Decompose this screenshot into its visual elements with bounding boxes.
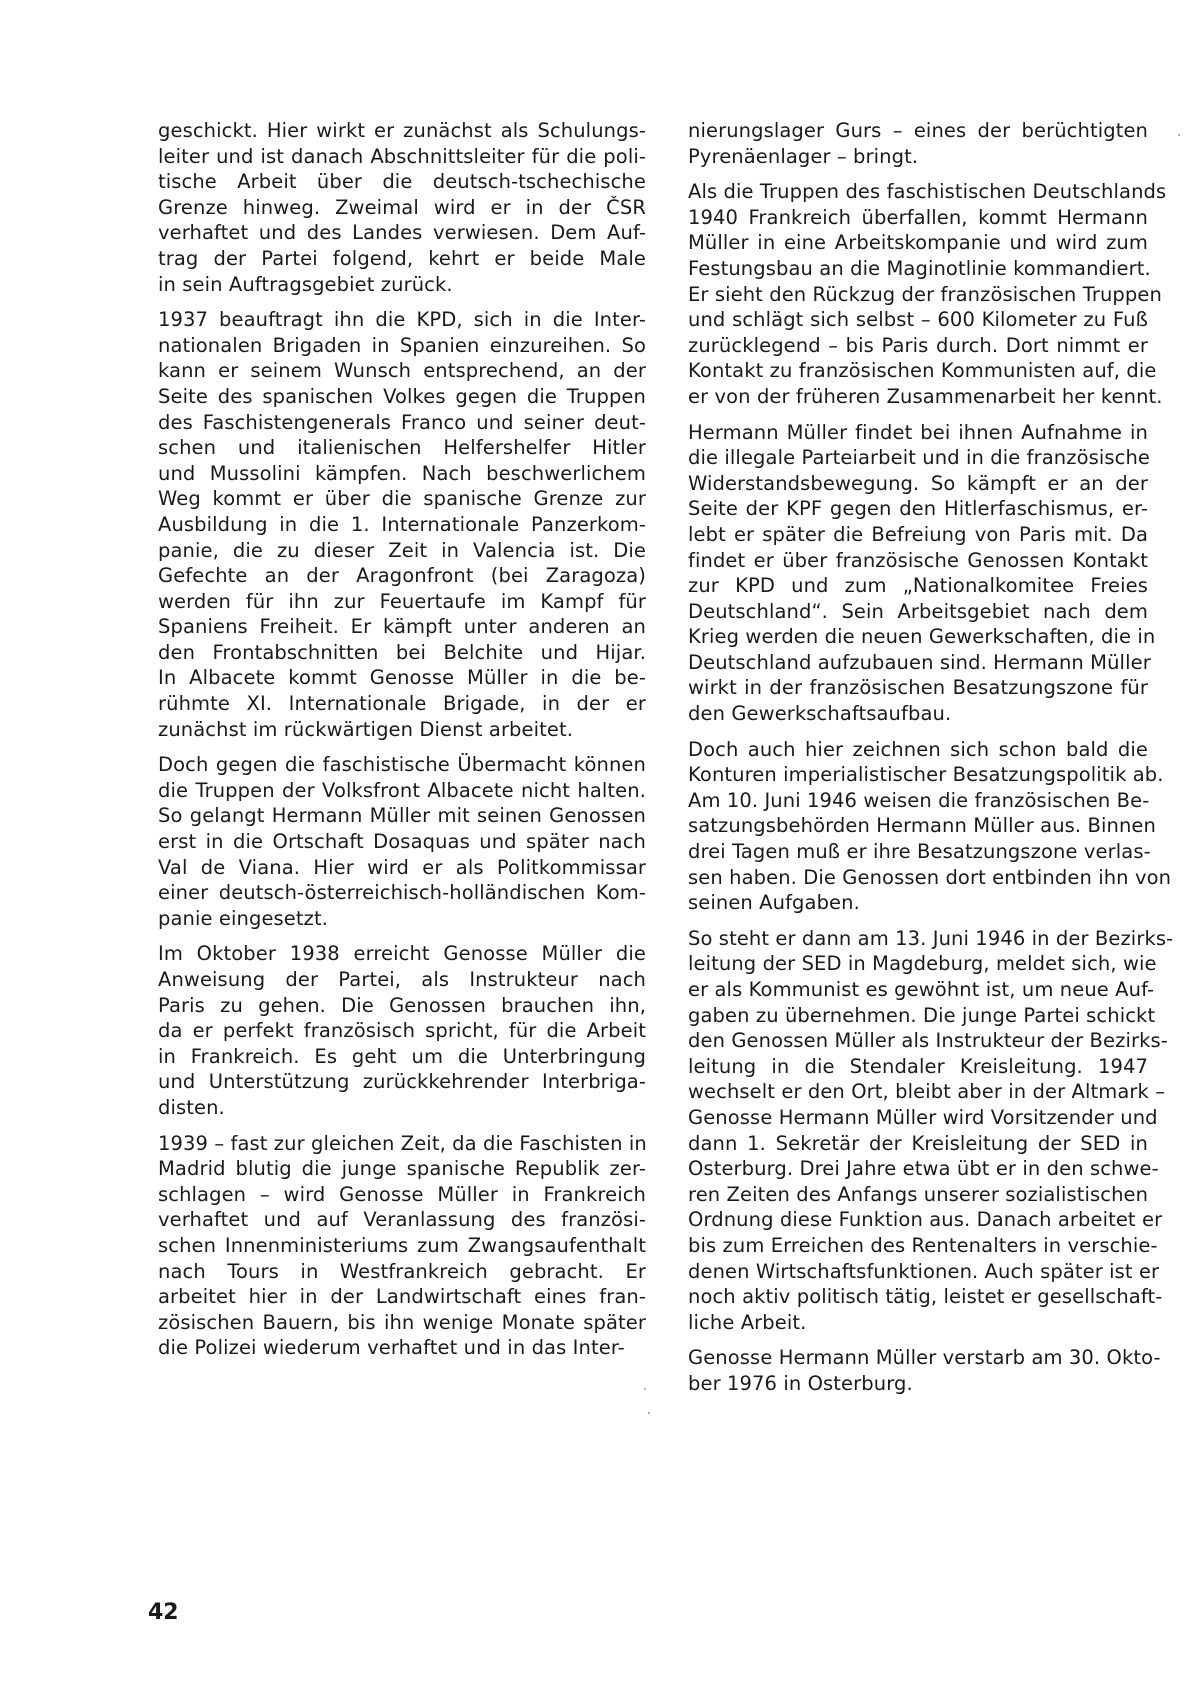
text-line: schen und italienischen Helfershelfer Hitler	[158, 436, 646, 460]
text-line: Doch auch hier zeichnen sich schon bald die	[688, 737, 1148, 761]
text-line: werden für ihn zur Feuertaufe im Kampf für	[158, 589, 646, 613]
text-line: Am 10. Juni 1946 weisen die französischen Be-	[688, 788, 1150, 812]
text-line: Spaniens Freiheit. Er kämpft unter anderen an	[158, 615, 646, 639]
text-line: in Frankreich. Es geht um die Unterbringung	[158, 1044, 646, 1068]
text-line: Weg kommt er über die spanische Grenze zur	[158, 487, 646, 511]
text-line: schlagen – wird Genosse Müller in Frankreich	[158, 1182, 646, 1206]
paragraph	[688, 1345, 1161, 1396]
paragraph	[158, 752, 646, 931]
paragraph	[688, 118, 1148, 169]
text-line: So steht er dann am 13. Juni 1946 in der Bezirks-	[688, 926, 1174, 950]
scan-speck	[644, 1388, 646, 1390]
text-line: den Frontabschnitten bei Belchite und Hijar.	[158, 640, 646, 664]
text-line: verhaftet und auf Veranlassung des französi-	[158, 1208, 646, 1232]
text-line: drei Tagen muß er ihre Besatzungszone verlas-	[688, 840, 1151, 864]
text-line: leitung der SED in Magdeburg, meldet sich, wie	[688, 952, 1157, 976]
text-line: satzungsbehörden Hermann Müller aus. Binnen	[688, 814, 1156, 838]
text-line: wechselt er den Ort, bleibt aber in der Altmark –	[688, 1080, 1166, 1104]
paragraph	[158, 1131, 646, 1361]
text-line: Gefechte an der Aragonfront (bei Zaragoza)	[158, 564, 646, 588]
text-line: Hermann Müller findet bei ihnen Aufnahme in	[688, 420, 1148, 444]
text-line: zurücklegend – bis Paris durch. Dort nimmt er	[688, 333, 1148, 357]
text-line: Pyrenäenlager – bringt.	[688, 144, 919, 168]
text-line: Val de Viana. Hier wird er als Politkommissar	[158, 855, 646, 879]
text-line: Festungsbau an die Maginotlinie kommandiert.	[688, 256, 1151, 280]
text-line: des Faschistengenerals Franco und seiner deut-	[158, 410, 646, 434]
text-line: in sein Auftragsgebiet zurück.	[158, 272, 453, 296]
text-line: die Polizei wiederum verhaftet und in das Inter-	[158, 1336, 625, 1360]
text-line: Anweisung der Partei, als Instrukteur nach	[158, 968, 646, 991]
text-line: und Unterstützung zurückkehrender Interbriga-	[158, 1070, 646, 1094]
text-line: panie, die zu dieser Zeit in Valencia ist. Die	[158, 538, 646, 562]
text-line: einer deutsch-österreichisch-holländischen Kom-	[158, 881, 646, 905]
text-line: bis zum Erreichen des Rentenalters in verschie-	[688, 1233, 1158, 1257]
text-line: nierungslager Gurs – eines der berüchtigten	[688, 119, 1148, 142]
paragraph	[158, 118, 646, 297]
paragraph	[688, 420, 1156, 727]
left-text-column	[158, 118, 646, 1371]
text-line: liche Arbeit.	[688, 1310, 807, 1334]
scan-speck	[648, 1412, 650, 1414]
scan-speck	[1178, 134, 1180, 136]
text-line: Ausbildung in die 1. Internationale Panzerkom-	[158, 512, 646, 536]
text-line: die Truppen der Volksfront Albacete nicht halten.	[158, 778, 646, 802]
text-line: lebt er später die Befreiung von Paris mit. Da	[688, 522, 1148, 546]
text-line: leitung in die Stendaler Kreisleitung. 1947	[688, 1054, 1148, 1078]
text-line: ren Zeiten des Anfangs unserer sozialistischen	[688, 1182, 1149, 1206]
text-line: Genosse Hermann Müller wird Vorsitzender und	[688, 1105, 1158, 1129]
text-line: zur KPD und zum „Nationalkomitee Freies	[688, 574, 1148, 598]
text-line: verhaftet und des Landes verwiesen. Dem Auf-	[158, 221, 646, 245]
text-line: Seite der KPF gegen den Hitlerfaschismus, er-	[688, 497, 1148, 521]
paragraph	[688, 179, 1167, 409]
text-line: seinen Aufgaben.	[688, 891, 860, 915]
text-line: Er sieht den Rückzug der französischen Truppen	[688, 282, 1162, 306]
text-line: sen haben. Die Genossen dort entbinden ihn von	[688, 865, 1172, 889]
text-line: die illegale Parteiarbeit und in die französische	[688, 446, 1151, 470]
text-line: Seite des spanischen Volkes gegen die Truppen	[158, 384, 646, 408]
text-line: denen Wirtschaftsfunktionen. Auch später ist er	[688, 1259, 1160, 1283]
text-line: nationalen Brigaden in Spanien einzureihen. So	[158, 333, 646, 357]
text-line: Müller in eine Arbeitskompanie und wird zum	[688, 231, 1148, 255]
text-line: Paris zu gehen. Die Genossen brauchen ihn,	[158, 993, 646, 1017]
paragraph	[158, 307, 646, 742]
text-line: In Albacete kommt Genosse Müller in die be-	[158, 666, 646, 690]
text-line: geschickt. Hier wirkt er zunächst als Schulungs-	[158, 119, 646, 142]
paragraph	[688, 926, 1174, 1336]
text-line: Madrid blutig die junge spanische Republik zer-	[158, 1157, 646, 1181]
text-line: Deutschland aufzubauen sind. Hermann Müller	[688, 650, 1151, 674]
paragraph	[158, 941, 646, 1120]
text-line: nach Tours in Westfrankreich gebracht. Er	[158, 1259, 646, 1283]
text-line: schen Innenministeriums zum Zwangsaufenthalt	[158, 1233, 646, 1257]
text-line: panie eingesetzt.	[158, 906, 329, 930]
text-line: findet er über französische Genossen Kontakt	[688, 548, 1148, 572]
text-line: Doch gegen die faschistische Übermacht können	[158, 753, 646, 777]
text-line: Im Oktober 1938 erreicht Genosse Müller die	[158, 942, 646, 966]
right-text-column	[688, 118, 1174, 1407]
text-line: trag der Partei folgend, kehrt er beide Male	[158, 246, 646, 270]
text-line: leiter und ist danach Abschnittsleiter für die poli-	[158, 144, 646, 168]
text-line: kann er seinem Wunsch entsprechend, an der	[158, 359, 646, 383]
text-line: zunächst im rückwärtigen Dienst arbeitet.	[158, 717, 574, 741]
text-line: Osterburg. Drei Jahre etwa übt er in den schwe-	[688, 1157, 1159, 1181]
text-line: Grenze hinweg. Zweimal wird er in der ČSR	[158, 195, 646, 219]
text-line: und Mussolini kämpfen. Nach beschwerlichem	[158, 461, 646, 485]
text-line: So gelangt Hermann Müller mit seinen Genossen	[158, 804, 646, 828]
text-line: und schlägt sich selbst – 600 Kilometer zu Fuß	[688, 308, 1148, 332]
text-line: zösischen Bauern, bis ihn wenige Monate später	[158, 1310, 646, 1334]
text-line: ber 1976 in Osterburg.	[688, 1371, 913, 1395]
text-line: wirkt in der französischen Besatzungszone für	[688, 676, 1148, 700]
text-line: arbeitet hier in der Landwirtschaft eines fran-	[158, 1285, 646, 1309]
text-line: disten.	[158, 1095, 225, 1119]
text-line: den Gewerkschaftsaufbau.	[688, 702, 952, 726]
text-line: 1940 Frankreich überfallen, kommt Hermann	[688, 205, 1148, 229]
text-line: Genosse Hermann Müller verstarb am 30. Okto-	[688, 1346, 1161, 1370]
text-line: gaben zu übernehmen. Die junge Partei schickt	[688, 1003, 1156, 1027]
text-line: 1939 – fast zur gleichen Zeit, da die Faschisten in	[158, 1131, 647, 1155]
text-line: er von der früheren Zusammenarbeit her kennt.	[688, 384, 1163, 408]
text-line: Ordnung diese Funktion aus. Danach arbeitet er	[688, 1208, 1163, 1232]
text-line: Krieg werden die neuen Gewerkschaften, die in	[688, 625, 1156, 649]
text-line: er als Kommunist es gewöhnt ist, um neue Auf-	[688, 978, 1155, 1001]
text-line: Konturen imperialistischer Besatzungspolitik ab.	[688, 763, 1164, 787]
text-line: da er perfekt französisch spricht, für die Arbeit	[158, 1019, 646, 1043]
text-line: rühmte XI. Internationale Brigade, in der er	[158, 692, 646, 716]
text-line: 1937 beauftragt ihn die KPD, sich in die Inter-	[158, 308, 646, 332]
paragraph	[688, 737, 1172, 916]
text-line: erst in die Ortschaft Dosaquas und später nach	[158, 830, 646, 854]
text-line: noch aktiv politisch tätig, leistet er gesellschaft-	[688, 1285, 1163, 1309]
text-line: dann 1. Sekretär der Kreisleitung der SED in	[688, 1131, 1148, 1155]
text-line: den Genossen Müller als Instrukteur der Bezirks-	[688, 1029, 1168, 1053]
text-line: tische Arbeit über die deutsch-tschechische	[158, 170, 646, 194]
text-line: Als die Truppen des faschistischen Deutschlands	[688, 180, 1167, 204]
text-line: Kontakt zu französischen Kommunisten auf, die	[688, 359, 1157, 383]
text-line: Widerstandsbewegung. So kämpft er an der	[688, 471, 1148, 495]
text-line: Deutschland“. Sein Arbeitsgebiet nach dem	[688, 599, 1148, 623]
page-number: 42	[148, 1600, 179, 1625]
